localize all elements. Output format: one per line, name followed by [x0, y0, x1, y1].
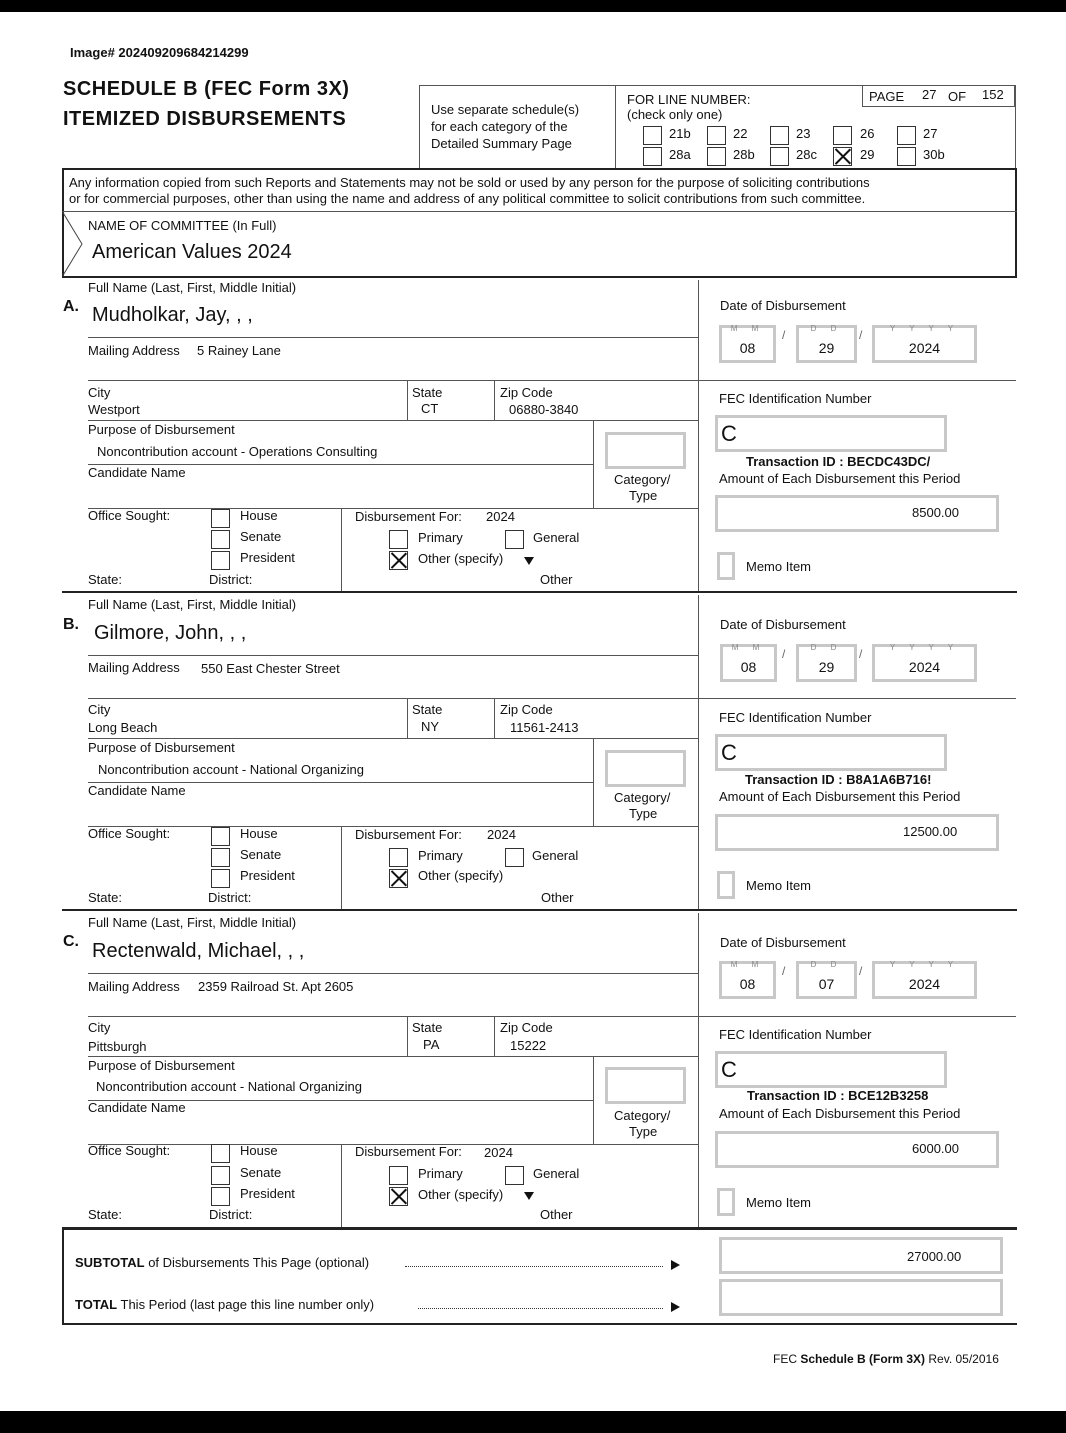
date-slash-2: / — [859, 647, 863, 661]
total-arrow-icon — [671, 1302, 680, 1312]
footer-prefix: FEC — [773, 1352, 797, 1366]
candidate-name-label: Candidate Name — [88, 783, 186, 798]
category-type-box[interactable] — [605, 432, 686, 469]
date-day-hint: D D — [810, 324, 843, 333]
date-slash-1: / — [782, 328, 786, 342]
office-house-checkbox[interactable] — [211, 509, 230, 528]
committee-chevron-icon — [62, 211, 84, 278]
line-checkbox-28a[interactable] — [643, 147, 662, 166]
office-sought-label: Office Sought: — [88, 826, 171, 841]
form-title: SCHEDULE B (FEC Form 3X) — [63, 78, 350, 100]
mailing-address: 2359 Railroad St. Apt 2605 — [198, 979, 354, 994]
date-slash-1: / — [782, 647, 786, 661]
line-label-28a: 28a — [669, 147, 691, 162]
primary-label: Primary — [418, 1166, 463, 1181]
office-sought-label: Office Sought: — [88, 508, 171, 523]
president-label: President — [240, 1186, 295, 1201]
election-year: 2024 — [484, 1145, 513, 1160]
general-checkbox[interactable] — [505, 1166, 524, 1185]
down-arrow-icon — [524, 557, 534, 565]
line-checkbox-26[interactable] — [833, 126, 852, 145]
date-year: 2024 — [908, 976, 941, 992]
general-checkbox[interactable] — [505, 530, 524, 549]
house-label: House — [240, 508, 278, 523]
category-label-2: Type — [629, 806, 658, 821]
committee-name: American Values 2024 — [92, 241, 292, 263]
state-short-label: State: — [88, 572, 122, 587]
date-month-box[interactable] — [720, 644, 777, 682]
transaction-id: Transaction ID : BECDC43DC/ — [746, 454, 931, 469]
of-label: OF — [948, 89, 967, 104]
mailing-address-label: Mailing Address — [88, 979, 180, 994]
zip-label: Zip Code — [500, 702, 553, 717]
full-name-label: Full Name (Last, First, Middle Initial) — [88, 280, 297, 295]
image-id: Image# 202409209684214299 — [70, 45, 249, 60]
line-label-22: 22 — [733, 126, 748, 141]
instructions-line-1: Use separate schedule(s) — [431, 102, 580, 117]
date-year-hint: Y Y Y Y — [889, 960, 960, 969]
state-label: State — [412, 1020, 443, 1035]
date-slash-2: / — [859, 328, 863, 342]
line-checkbox-23[interactable] — [770, 126, 789, 145]
fec-id-label: FEC Identification Number — [719, 1027, 872, 1042]
transaction-id: Transaction ID : BCE12B3258 — [747, 1088, 929, 1103]
general-checkbox[interactable] — [505, 848, 524, 867]
general-label: General — [533, 530, 580, 545]
date-month-box[interactable] — [719, 325, 776, 363]
date-month: 08 — [740, 659, 757, 675]
date-of-disbursement-label: Date of Disbursement — [720, 935, 846, 950]
subtotal-label: SUBTOTAL — [75, 1255, 145, 1270]
state-value: NY — [421, 719, 440, 734]
date-slash-2: / — [859, 964, 863, 978]
office-senate-checkbox[interactable] — [211, 530, 230, 549]
date-month-box[interactable] — [719, 961, 776, 999]
fec-id-box[interactable] — [715, 1051, 947, 1088]
purpose-value: Noncontribution account - Operations Consulting — [97, 444, 378, 459]
line-label-28c: 28c — [796, 147, 817, 162]
primary-checkbox[interactable] — [389, 530, 408, 549]
mailing-address-label: Mailing Address — [88, 660, 180, 675]
category-label-1: Category/ — [614, 790, 671, 805]
fec-id-prefix: C — [721, 740, 737, 765]
line-checkbox-29[interactable] — [833, 147, 852, 166]
mailing-address: 5 Rainey Lane — [197, 343, 281, 358]
memo-item-checkbox[interactable] — [717, 1188, 735, 1216]
fec-id-prefix: C — [721, 1057, 737, 1082]
category-label-1: Category/ — [614, 472, 671, 487]
entry-letter: A. — [63, 298, 79, 315]
memo-item-label: Memo Item — [746, 559, 812, 574]
house-label: House — [240, 1143, 278, 1158]
zip-label: Zip Code — [500, 1020, 553, 1035]
category-label-2: Type — [629, 488, 658, 503]
memo-item-checkbox[interactable] — [717, 871, 735, 899]
senate-label: Senate — [240, 529, 282, 544]
city-label: City — [88, 702, 111, 717]
fec-id-prefix: C — [721, 421, 737, 446]
election-year: 2024 — [486, 509, 515, 524]
transaction-id: Transaction ID : B8A1A6B716! — [745, 772, 932, 787]
full-name-label: Full Name (Last, First, Middle Initial) — [88, 915, 297, 930]
city-label: City — [88, 1020, 111, 1035]
office-president-checkbox[interactable] — [211, 1187, 230, 1206]
office-sought-label: Office Sought: — [88, 1143, 171, 1158]
line-number-label: FOR LINE NUMBER: — [627, 92, 751, 107]
memo-item-label: Memo Item — [746, 878, 812, 893]
zip-value: 06880-3840 — [509, 402, 579, 417]
senate-label: Senate — [240, 1165, 282, 1180]
total-leader-dots — [418, 1308, 663, 1309]
entry-letter: B. — [63, 616, 79, 633]
line-checkbox-22[interactable] — [707, 126, 726, 145]
zip-label: Zip Code — [500, 385, 553, 400]
payee-name: Rectenwald, Michael, , , — [92, 940, 305, 962]
amount-label: Amount of Each Disbursement this Period — [719, 471, 961, 486]
check-only-one-label: (check only one) — [627, 107, 723, 122]
committee-label: NAME OF COMMITTEE (In Full) — [88, 218, 277, 233]
date-year-hint: Y Y Y Y — [889, 643, 960, 652]
total-description: This Period (last page this line number only) — [120, 1297, 375, 1312]
senate-label: Senate — [240, 847, 282, 862]
line-label-27: 27 — [923, 126, 938, 141]
notice-line-2: or for commercial purposes, other than using the name and address of any political committee to solicit contributions from such committee. — [69, 191, 866, 206]
date-day-box[interactable] — [796, 325, 857, 363]
page-label: PAGE — [869, 89, 905, 104]
bottom-border-bar — [0, 1411, 1066, 1433]
date-day-box[interactable] — [796, 961, 857, 999]
amount-value: 6000.00 — [912, 1141, 959, 1156]
president-label: President — [240, 868, 295, 883]
amount-value: 8500.00 — [912, 505, 959, 520]
primary-label: Primary — [418, 848, 463, 863]
entry-letter: C. — [63, 933, 79, 950]
date-day: 07 — [818, 976, 835, 992]
mailing-address-label: Mailing Address — [88, 343, 180, 358]
other-checkbox[interactable] — [389, 1187, 408, 1206]
category-type-box[interactable] — [605, 1067, 686, 1104]
line-label-28b: 28b — [733, 147, 755, 162]
down-arrow-icon — [524, 1192, 534, 1200]
total-label: TOTAL — [75, 1297, 118, 1312]
footer-form-name: Schedule B (Form 3X) — [800, 1352, 926, 1366]
page-number: 27 — [922, 87, 937, 102]
election-year: 2024 — [487, 827, 516, 842]
subtotal-description: of Disbursements This Page (optional) — [148, 1255, 370, 1270]
purpose-value: Noncontribution account - National Organizing — [98, 762, 364, 777]
office-president-checkbox[interactable] — [211, 869, 230, 888]
fec-id-label: FEC Identification Number — [719, 391, 872, 406]
payee-name: Mudholkar, Jay, , , — [92, 304, 253, 326]
office-house-checkbox[interactable] — [211, 1144, 230, 1163]
date-slash-1: / — [782, 964, 786, 978]
office-senate-checkbox[interactable] — [211, 848, 230, 867]
other-value: Other — [540, 1207, 573, 1222]
top-border-bar — [0, 0, 1066, 12]
form-subtitle: ITEMIZED DISBURSEMENTS — [63, 108, 347, 130]
subtotal-leader-dots — [405, 1266, 663, 1267]
date-day: 29 — [818, 659, 835, 675]
category-label-2: Type — [629, 1124, 658, 1139]
form-footer — [773, 1352, 999, 1366]
line-label-26: 26 — [860, 126, 875, 141]
other-specify-label: Other (specify) — [418, 1187, 504, 1202]
category-type-box[interactable] — [605, 750, 686, 787]
date-day: 29 — [818, 340, 835, 356]
state-value: PA — [423, 1037, 440, 1052]
candidate-name-label: Candidate Name — [88, 1100, 186, 1115]
disbursement-for-label: Disbursement For: — [355, 1144, 462, 1159]
amount-value: 12500.00 — [903, 824, 958, 839]
primary-checkbox[interactable] — [389, 848, 408, 867]
district-label: District: — [208, 890, 252, 905]
city-value: Westport — [88, 402, 140, 417]
house-label: House — [240, 826, 278, 841]
general-label: General — [532, 848, 579, 863]
city-value: Pittsburgh — [88, 1039, 147, 1054]
date-month-hint: M M — [730, 324, 765, 333]
date-year-box[interactable] — [872, 325, 977, 363]
line-checkbox-27[interactable] — [897, 126, 916, 145]
line-checkbox-30b[interactable] — [897, 147, 916, 166]
office-president-checkbox[interactable] — [211, 551, 230, 570]
line-label-23: 23 — [796, 126, 811, 141]
full-name-label: Full Name (Last, First, Middle Initial) — [88, 597, 297, 612]
date-year-hint: Y Y Y Y — [889, 324, 960, 333]
date-year-box[interactable] — [872, 644, 977, 682]
other-value: Other — [540, 572, 573, 587]
disbursement-for-label: Disbursement For: — [355, 509, 462, 524]
date-of-disbursement-label: Date of Disbursement — [720, 617, 846, 632]
purpose-label: Purpose of Disbursement — [88, 1058, 235, 1073]
notice-line-1: Any information copied from such Reports and Statements may not be sold or used by any person for the purpose of soliciting contributions — [69, 175, 870, 190]
line-label-29: 29 — [860, 147, 875, 162]
other-checkbox[interactable] — [389, 551, 408, 570]
line-label-30b: 30b — [923, 147, 945, 162]
date-of-disbursement-label: Date of Disbursement — [720, 298, 846, 313]
fec-id-box[interactable] — [715, 734, 947, 771]
purpose-label: Purpose of Disbursement — [88, 740, 235, 755]
state-short-label: State: — [88, 890, 122, 905]
office-house-checkbox[interactable] — [211, 827, 230, 846]
instructions-line-3: Detailed Summary Page — [431, 136, 572, 151]
general-label: General — [533, 1166, 580, 1181]
mailing-address: 550 East Chester Street — [201, 661, 340, 676]
line-checkbox-21b[interactable] — [643, 126, 662, 145]
date-year: 2024 — [908, 340, 941, 356]
district-label: District: — [209, 572, 253, 587]
date-month-hint: M M — [730, 960, 765, 969]
office-senate-checkbox[interactable] — [211, 1166, 230, 1185]
date-year-box[interactable] — [872, 961, 977, 999]
primary-label: Primary — [418, 530, 463, 545]
state-label: State — [412, 702, 443, 717]
disbursement-for-label: Disbursement For: — [355, 827, 462, 842]
fec-id-label: FEC Identification Number — [719, 710, 872, 725]
line-checkbox-28b[interactable] — [707, 147, 726, 166]
amount-label: Amount of Each Disbursement this Period — [719, 789, 961, 804]
zip-value: 11561-2413 — [510, 720, 579, 735]
district-label: District: — [209, 1207, 253, 1222]
date-month: 08 — [739, 340, 756, 356]
date-day-box[interactable] — [796, 644, 857, 682]
footer-revision: Rev. 05/2016 — [928, 1352, 999, 1366]
state-value: CT — [421, 401, 439, 416]
memo-item-label: Memo Item — [746, 1195, 812, 1210]
other-specify-label: Other (specify) — [418, 868, 504, 883]
state-label: State — [412, 385, 443, 400]
other-checkbox[interactable] — [389, 869, 408, 888]
total-box[interactable] — [719, 1279, 1003, 1316]
other-value: Other — [541, 890, 574, 905]
other-specify-label: Other (specify) — [418, 551, 504, 566]
line-label-21b: 21b — [669, 126, 691, 141]
city-value: Long Beach — [88, 720, 158, 735]
primary-checkbox[interactable] — [389, 1166, 408, 1185]
date-year: 2024 — [908, 659, 941, 675]
date-day-hint: D D — [810, 960, 843, 969]
category-label-1: Category/ — [614, 1108, 671, 1123]
subtotal-arrow-icon — [671, 1260, 680, 1270]
purpose-label: Purpose of Disbursement — [88, 422, 235, 437]
memo-item-checkbox[interactable] — [717, 552, 735, 580]
subtotal-value: 27000.00 — [907, 1249, 962, 1264]
date-day-hint: D D — [810, 643, 843, 652]
president-label: President — [240, 550, 295, 565]
subtotal-row — [75, 1255, 369, 1270]
date-month: 08 — [739, 976, 756, 992]
city-label: City — [88, 385, 111, 400]
zip-value: 15222 — [510, 1038, 547, 1053]
payee-name: Gilmore, John, , , — [94, 622, 247, 644]
total-row — [75, 1297, 374, 1312]
purpose-value: Noncontribution account - National Organizing — [96, 1079, 362, 1094]
fec-id-box[interactable] — [715, 415, 947, 452]
state-short-label: State: — [88, 1207, 122, 1222]
candidate-name-label: Candidate Name — [88, 465, 186, 480]
page-total: 152 — [982, 87, 1004, 102]
amount-label: Amount of Each Disbursement this Period — [719, 1106, 961, 1121]
line-checkbox-28c[interactable] — [770, 147, 789, 166]
instructions-line-2: for each category of the — [431, 119, 568, 134]
date-month-hint: M M — [731, 643, 766, 652]
